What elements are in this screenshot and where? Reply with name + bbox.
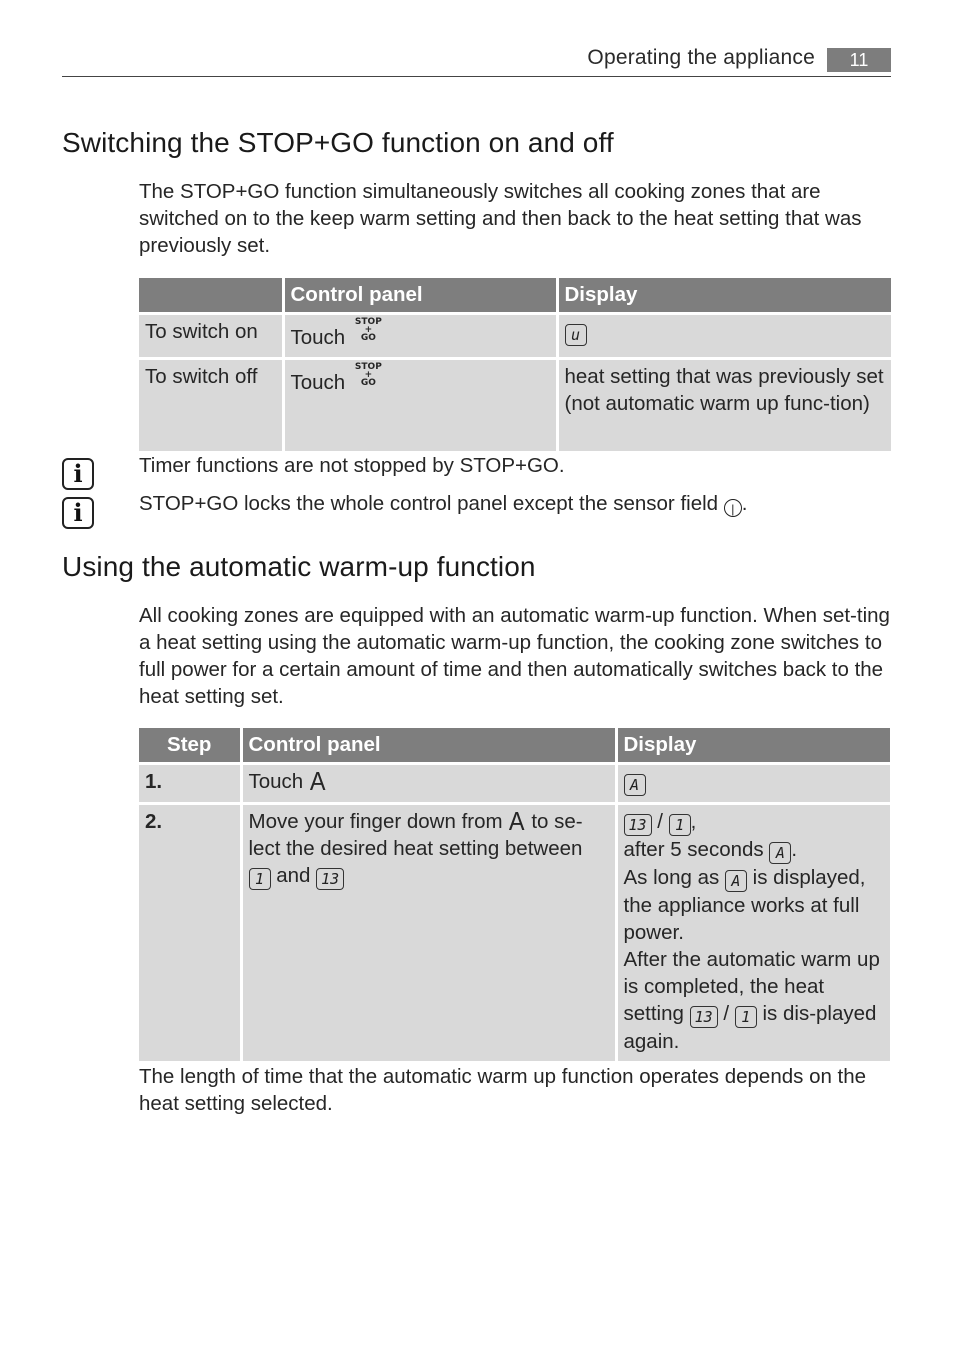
section-title: Operating the appliance [587, 46, 815, 69]
display-cell [616, 764, 890, 804]
table-header-control: Control panel [283, 278, 557, 314]
note-lock-text: STOP+GO locks the whole control panel except the sensor field [139, 492, 719, 515]
lcd-a: A [624, 774, 646, 796]
info-icon: i [62, 497, 94, 529]
table-header-row [139, 728, 890, 764]
control-text: Touch [248, 770, 304, 793]
note-timer: Timer functions are not stopped by STOP+GO. [139, 454, 565, 477]
lcd-13: 13 [316, 868, 344, 890]
table-row [139, 359, 891, 452]
display-cell: heat setting that was previously set (not automatic warm up func-tion) [557, 359, 891, 452]
table-row [139, 314, 891, 359]
control-cell: Move your finger down from A to se-lect the desired heat setting between 1 and 13 [241, 804, 616, 1062]
warmup-icon: A [309, 766, 326, 796]
action-cell: To switch off [139, 359, 283, 452]
stopgo-intro: The STOP+GO function simultaneously switches all cooking zones that are switched on to the keep warm setting and then back to the heat setting that was previously set. [139, 180, 862, 257]
lcd-a: A [725, 870, 747, 892]
lcd-a: A [769, 842, 791, 864]
table-row [139, 764, 890, 804]
lcd-1: 1 [669, 814, 691, 836]
info-icon: i [62, 458, 94, 490]
table-header-display: Display [557, 278, 891, 314]
lcd-13: 13 [690, 1006, 718, 1028]
table-header-empty [139, 278, 283, 314]
control-text: Touch [290, 326, 346, 349]
stopgo-heading: Switching the STOP+GO function on and off [62, 127, 614, 158]
table-row [139, 804, 890, 1062]
page-header [62, 44, 891, 77]
display-cell [557, 314, 891, 359]
warmup-table [139, 728, 890, 1061]
display-cell: 13 / 1 , after 5 seconds A . As long as A is displayed, the appliance works at full power. After the automatic warm up is completed, the heat setting 13 / 1 is dis-played again. [616, 804, 890, 1062]
table-header-display: Display [616, 728, 890, 764]
lcd-1: 1 [249, 868, 271, 890]
table-header-control: Control panel [241, 728, 616, 764]
control-cell [241, 764, 616, 804]
control-text: Touch [290, 371, 346, 394]
table-header-row [139, 278, 891, 314]
lcd-1: 1 [735, 1006, 757, 1028]
lcd-13: 13 [624, 814, 652, 836]
warmup-icon: A [509, 806, 525, 836]
stopgo-table [139, 278, 891, 451]
page-number: 11 [827, 48, 891, 72]
warmup-outro: The length of time that the automatic warm up function operates depends on the heat setting selected. [139, 1065, 867, 1115]
step-cell: 2. [139, 804, 241, 1062]
warmup-intro: All cooking zones are equipped with an automatic warm-up function. When set-ting a heat setting using the automatic warm-up function, the cooking zone switches to full power for a certain amount of time and then automatically switches back to the heat setting set. [139, 604, 890, 708]
power-icon: | [724, 499, 742, 517]
warmup-heading: Using the automatic warm-up function [62, 551, 536, 582]
table-header-step: Step [139, 728, 241, 764]
keep-warm-display-icon: u [565, 324, 587, 346]
action-cell: To switch on [139, 314, 283, 359]
step-cell: 1. [139, 764, 241, 804]
stopgo-icon: STOP + GO [354, 317, 382, 343]
stopgo-icon: STOP + GO [354, 362, 382, 388]
control-cell [283, 359, 557, 452]
control-cell [283, 314, 557, 359]
note-lock: STOP+GO locks the whole control panel except the sensor field | . [139, 492, 748, 516]
